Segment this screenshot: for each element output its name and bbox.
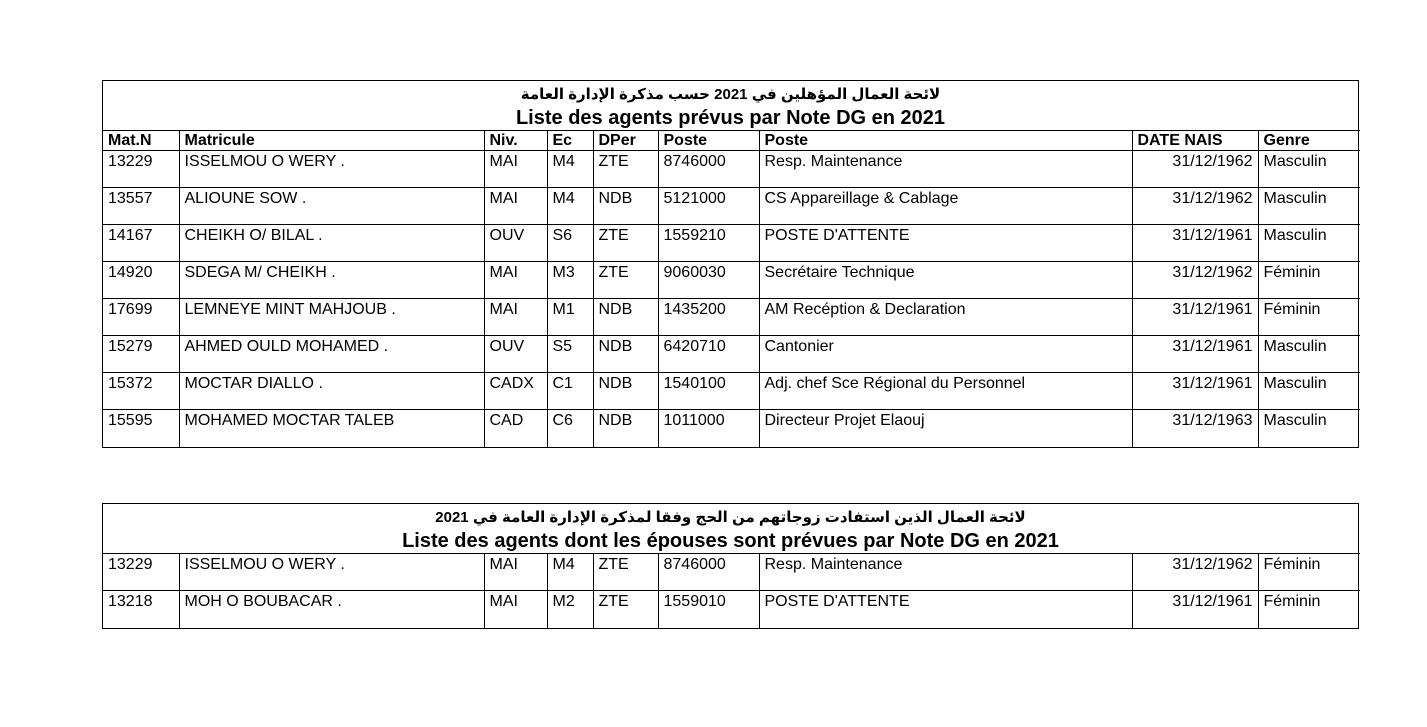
cell-niv: MAI: [484, 299, 547, 336]
cell-poste-label: Adj. chef Sce Régional du Personnel: [759, 373, 1132, 410]
col-header-ec: Ec: [547, 131, 593, 151]
cell-mat-n: 15595: [103, 410, 179, 447]
col-header-niv: Niv.: [484, 131, 547, 151]
header-row: [103, 131, 1360, 151]
spouses-list-sheet: [102, 503, 1359, 629]
cell-poste-code: 8746000: [658, 554, 759, 591]
cell-ec: M4: [547, 554, 593, 591]
french-title: Liste des agents dont les épouses sont prévues par Note DG en 2021: [402, 530, 1059, 552]
cell-dper: ZTE: [593, 554, 658, 591]
cell-mat-n: 13557: [103, 188, 179, 225]
cell-date-nais: 31/12/1962: [1132, 262, 1258, 299]
cell-genre: Féminin: [1258, 554, 1360, 591]
cell-poste-label: Resp. Maintenance: [759, 151, 1132, 188]
cell-dper: ZTE: [593, 151, 658, 188]
cell-genre: Féminin: [1258, 262, 1360, 299]
cell-date-nais: 31/12/1961: [1132, 225, 1258, 262]
cell-mat-n: 15279: [103, 336, 179, 373]
agents-table: [103, 130, 1360, 447]
cell-poste-code: 9060030: [658, 262, 759, 299]
cell-mat-n: 13229: [103, 554, 179, 591]
cell-matricule: ALIOUNE SOW .: [179, 188, 484, 225]
cell-matricule: MOHAMED MOCTAR TALEB: [179, 410, 484, 447]
cell-matricule: ISSELMOU O WERY .: [179, 554, 484, 591]
cell-niv: CADX: [484, 373, 547, 410]
table-row: [103, 373, 1360, 410]
cell-poste-label: Resp. Maintenance: [759, 554, 1132, 591]
col-header-poste-code: Poste: [658, 131, 759, 151]
agents-table-body: [103, 151, 1360, 447]
cell-date-nais: 31/12/1961: [1132, 336, 1258, 373]
cell-ec: S5: [547, 336, 593, 373]
cell-ec: S6: [547, 225, 593, 262]
table-row: [103, 262, 1360, 299]
col-header-genre: Genre: [1258, 131, 1360, 151]
cell-ec: M3: [547, 262, 593, 299]
cell-niv: MAI: [484, 262, 547, 299]
cell-genre: Féminin: [1258, 591, 1360, 628]
cell-ec: M1: [547, 299, 593, 336]
spouses-table-body: [103, 554, 1360, 628]
cell-mat-n: 13218: [103, 591, 179, 628]
table-row: [103, 336, 1360, 373]
cell-genre: Masculin: [1258, 225, 1360, 262]
cell-niv: MAI: [484, 151, 547, 188]
cell-poste-code: 1011000: [658, 410, 759, 447]
cell-matricule: AHMED OULD MOHAMED .: [179, 336, 484, 373]
cell-mat-n: 14920: [103, 262, 179, 299]
cell-dper: NDB: [593, 336, 658, 373]
cell-dper: NDB: [593, 410, 658, 447]
cell-poste-code: 1540100: [658, 373, 759, 410]
cell-mat-n: 14167: [103, 225, 179, 262]
table-row: [103, 151, 1360, 188]
sheet-header: [103, 81, 1358, 130]
cell-date-nais: 31/12/1962: [1132, 188, 1258, 225]
cell-poste-label: CS Appareillage & Cablage: [759, 188, 1132, 225]
cell-niv: OUV: [484, 336, 547, 373]
table-row: [103, 591, 1360, 628]
cell-genre: Masculin: [1258, 373, 1360, 410]
col-header-dper: DPer: [593, 131, 658, 151]
table-row: [103, 225, 1360, 262]
table-row: [103, 299, 1360, 336]
cell-dper: NDB: [593, 188, 658, 225]
col-header-mat-n: Mat.N: [103, 131, 179, 151]
cell-matricule: MOCTAR DIALLO .: [179, 373, 484, 410]
spouses-table: [103, 553, 1360, 628]
cell-niv: OUV: [484, 225, 547, 262]
cell-dper: NDB: [593, 373, 658, 410]
col-header-date-nais: DATE NAIS: [1132, 131, 1258, 151]
col-header-poste-label: Poste: [759, 131, 1132, 151]
cell-dper: ZTE: [593, 225, 658, 262]
cell-mat-n: 13229: [103, 151, 179, 188]
arabic-title: لائحة العمال المؤهلين في 2021 حسب مذكرة الإدارة العامة: [520, 86, 941, 103]
cell-matricule: LEMNEYE MINT MAHJOUB .: [179, 299, 484, 336]
cell-poste-code: 1559210: [658, 225, 759, 262]
french-title: Liste des agents prévus par Note DG en 2021: [515, 107, 946, 129]
cell-dper: NDB: [593, 299, 658, 336]
cell-genre: Masculin: [1258, 151, 1360, 188]
cell-poste-label: POSTE D'ATTENTE: [759, 591, 1132, 628]
table-row: [103, 188, 1360, 225]
cell-date-nais: 31/12/1962: [1132, 151, 1258, 188]
cell-ec: C1: [547, 373, 593, 410]
cell-matricule: SDEGA M/ CHEIKH .: [179, 262, 484, 299]
cell-date-nais: 31/12/1961: [1132, 373, 1258, 410]
cell-poste-label: AM Recéption & Declaration: [759, 299, 1132, 336]
arabic-title: لائحة العمال الذين استفادت زوجاتهم من الحج وفقا لمذكرة الإدارة العامة في 2021: [435, 509, 1026, 526]
cell-poste-label: Secrétaire Technique: [759, 262, 1132, 299]
cell-poste-code: 8746000: [658, 151, 759, 188]
cell-poste-label: Cantonier: [759, 336, 1132, 373]
cell-date-nais: 31/12/1961: [1132, 299, 1258, 336]
cell-ec: M4: [547, 188, 593, 225]
cell-ec: C6: [547, 410, 593, 447]
table-row: [103, 410, 1360, 447]
cell-niv: MAI: [484, 554, 547, 591]
cell-poste-code: 1559010: [658, 591, 759, 628]
cell-matricule: CHEIKH O/ BILAL .: [179, 225, 484, 262]
cell-poste-label: Directeur Projet Elaouj: [759, 410, 1132, 447]
cell-ec: M4: [547, 151, 593, 188]
cell-mat-n: 15372: [103, 373, 179, 410]
cell-matricule: ISSELMOU O WERY .: [179, 151, 484, 188]
cell-poste-code: 5121000: [658, 188, 759, 225]
table-row: [103, 554, 1360, 591]
col-header-matricule: Matricule: [179, 131, 484, 151]
cell-dper: ZTE: [593, 591, 658, 628]
cell-dper: ZTE: [593, 262, 658, 299]
agents-list-sheet: [102, 80, 1359, 448]
cell-poste-code: 1435200: [658, 299, 759, 336]
cell-poste-label: POSTE D'ATTENTE: [759, 225, 1132, 262]
cell-ec: M2: [547, 591, 593, 628]
cell-genre: Masculin: [1258, 336, 1360, 373]
sheet-header: [103, 504, 1358, 553]
cell-genre: Masculin: [1258, 188, 1360, 225]
cell-date-nais: 31/12/1962: [1132, 554, 1258, 591]
cell-niv: CAD: [484, 410, 547, 447]
cell-matricule: MOH O BOUBACAR .: [179, 591, 484, 628]
cell-niv: MAI: [484, 591, 547, 628]
cell-date-nais: 31/12/1963: [1132, 410, 1258, 447]
cell-niv: MAI: [484, 188, 547, 225]
cell-mat-n: 17699: [103, 299, 179, 336]
cell-date-nais: 31/12/1961: [1132, 591, 1258, 628]
cell-poste-code: 6420710: [658, 336, 759, 373]
cell-genre: Féminin: [1258, 299, 1360, 336]
cell-genre: Masculin: [1258, 410, 1360, 447]
